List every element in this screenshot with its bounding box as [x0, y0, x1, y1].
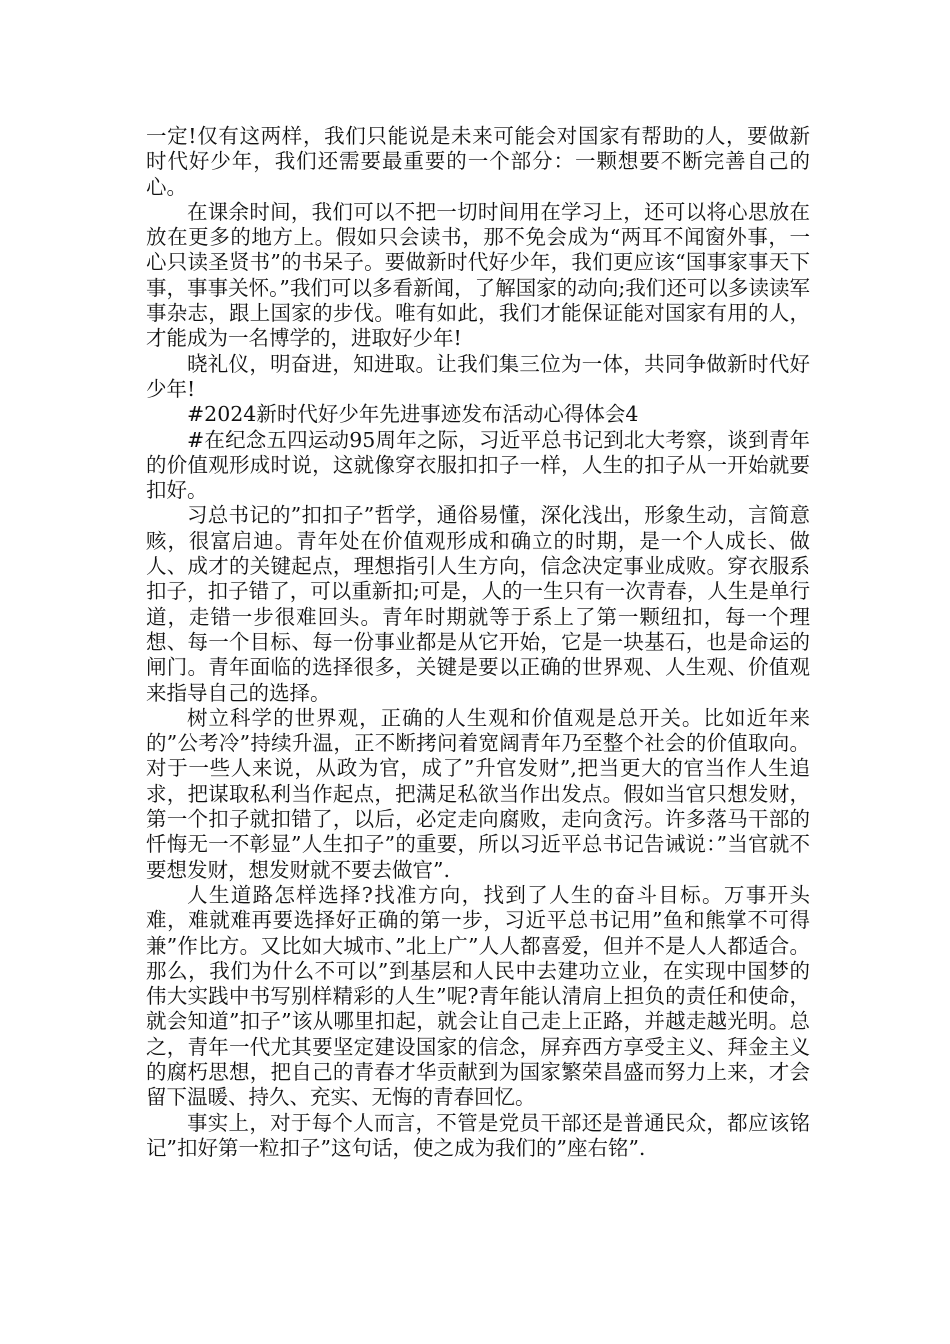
paragraph: 树立科学的世界观，正确的人生观和价值观是总开关。比如近年来的”公考冷”持续升温，正不断拷问着宽阔青年乃至整个社会的价值取向。对于一些人来说，从政为官，成了”升官发财”,把当更大的官当作人生追求，把谋取私利当作起点，把满足私欲当作出发点。假如当官只想发财，第一个扣子就扣错了，以后，必定走向腐败，走向贪污。许多落马干部的忏悔无一不彰显”人生扣子”的重要，所以习近平总书记告诫说：”当官就不要想发财，想发财就不要去做官”. [146, 705, 810, 882]
paragraph: 晓礼仪，明奋进，知进取。让我们集三位为一体，共同争做新时代好少年! [146, 351, 810, 401]
paragraph: #在纪念五四运动95周年之际，习近平总书记到北大考察，谈到青年的价值观形成时说，这就像穿衣服扣扣子一样，人生的扣子从一开始就要扣好。 [146, 427, 810, 503]
paragraph: 人生道路怎样选择?找准方向，找到了人生的奋斗目标。万事开头难，难就难再要选择好正确的第一步，习近平总书记用”鱼和熊掌不可得兼”作比方。又比如大城市、”北上广”人人都喜爱，但并不是人人都适合。那么，我们为什么不可以”到基层和人民中去建功立业，在实现中国梦的伟大实践中书写别样精彩的人生”呢?青年能认清肩上担负的责任和使命，就会知道”扣子”该从哪里扣起，就会让自己走上正路，并越走越光明。总之，青年一代尤其要坚定建设国家的信念，屏弃西方享受主义、拜金主义的腐朽思想，把自己的青春才华贡献到为国家繁荣昌盛而努力上来，才会留下温暖、持久、充实、无悔的青春回忆。 [146, 882, 810, 1110]
paragraph: 事实上，对于每个人而言，不管是党员干部还是普通民众，都应该铭记”扣好第一粒扣子”这句话，使之成为我们的”座右铭”. [146, 1110, 810, 1160]
document-body [146, 124, 810, 1161]
paragraph: 在课余时间，我们可以不把一切时间用在学习上，还可以将心思放在放在更多的地方上。假如只会读书，那不免会成为“两耳不闻窗外事，一心只读圣贤书”的书呆子。要做新时代好少年，我们更应该“国事家事天下事，事事关怀。”我们可以多看新闻，了解国家的动向;我们还可以多读读军事杂志，跟上国家的步伐。唯有如此，我们才能保证能对国家有用的人，才能成为一名博学的，进取好少年! [146, 199, 810, 351]
section-heading: #2024新时代好少年先进事迹发布活动心得体会4 [187, 402, 639, 427]
paragraph: 习总书记的”扣扣子”哲学，通俗易懂，深化浅出，形象生动，言简意赅，很富启迪。青年处在价值观形成和确立的时期，是一个人成长、做人、成才的关键起点，理想指引人生方向，信念决定事业成败。穿衣服系扣子，扣子错了，可以重新扣;可是，人的一生只有一次青春，人生是单行道，走错一步很难回头。青年时期就等于系上了第一颗纽扣，每一个理想、每一个目标、每一份事业都是从它开始，它是一块基石，也是命运的闸门。青年面临的选择很多，关键是要以正确的世界观、人生观、价值观来指导自己的选择。 [146, 503, 810, 705]
paragraph: 一定!仅有这两样，我们只能说是未来可能会对国家有帮助的人，要做新时代好少年，我们还需要最重要的一个部分：一颗想要不断完善自己的心。 [146, 124, 810, 199]
